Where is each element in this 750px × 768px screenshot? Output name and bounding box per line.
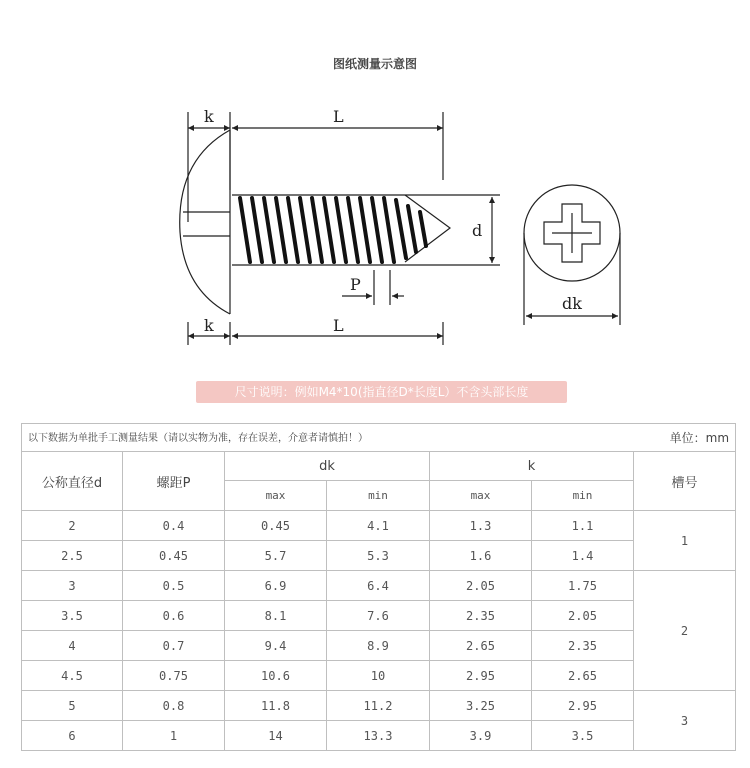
spec-table xyxy=(21,423,736,751)
label-P: P xyxy=(350,275,361,294)
table-row xyxy=(22,631,736,661)
table-row xyxy=(22,541,736,571)
cell-slot: 1 xyxy=(634,511,736,571)
cell-k-max: 2.05 xyxy=(430,571,532,601)
header-k-max: max xyxy=(430,481,532,511)
cell-k-max: 2.35 xyxy=(430,601,532,631)
cell-dk-max: 9.4 xyxy=(225,631,327,661)
header-pitch: 螺距P xyxy=(123,452,225,511)
label-dk: dk xyxy=(562,294,582,313)
cell-d: 3.5 xyxy=(22,601,123,631)
cell-k-min: 2.65 xyxy=(532,661,634,691)
size-note: 尺寸说明：例如M4*10(指直径D*长度L）不含头部长度 xyxy=(196,381,567,403)
table-row xyxy=(22,511,736,541)
cell-d: 2.5 xyxy=(22,541,123,571)
cell-d: 2 xyxy=(22,511,123,541)
cell-dk-max: 11.8 xyxy=(225,691,327,721)
cell-dk-min: 5.3 xyxy=(327,541,430,571)
cell-dk-max: 6.9 xyxy=(225,571,327,601)
cell-d: 3 xyxy=(22,571,123,601)
cell-k-max: 1.6 xyxy=(430,541,532,571)
header-dk-max: max xyxy=(225,481,327,511)
spec-table-wrap xyxy=(21,423,736,751)
caption-text: 以下数据为单批手工测量结果（请以实物为准，存在误差，介意者请慎拍！） xyxy=(28,433,368,444)
table-row xyxy=(22,601,736,631)
cell-p: 1 xyxy=(123,721,225,751)
cell-dk-min: 4.1 xyxy=(327,511,430,541)
cell-d: 6 xyxy=(22,721,123,751)
cell-dk-min: 13.3 xyxy=(327,721,430,751)
page-title: 图纸测量示意图 xyxy=(332,57,417,71)
table-row xyxy=(22,721,736,751)
cell-dk-min: 6.4 xyxy=(327,571,430,601)
cell-k-min: 2.05 xyxy=(532,601,634,631)
cell-dk-min: 11.2 xyxy=(327,691,430,721)
cell-k-min: 1.4 xyxy=(532,541,634,571)
cell-k-min: 1.1 xyxy=(532,511,634,541)
cell-k-max: 3.25 xyxy=(430,691,532,721)
cell-k-min: 1.75 xyxy=(532,571,634,601)
cell-p: 0.8 xyxy=(123,691,225,721)
cell-k-max: 1.3 xyxy=(430,511,532,541)
cell-dk-max: 10.6 xyxy=(225,661,327,691)
label-k-bottom: k xyxy=(204,316,214,335)
header-k-min: min xyxy=(532,481,634,511)
cell-p: 0.7 xyxy=(123,631,225,661)
header-dk: dk xyxy=(225,452,430,481)
cell-p: 0.4 xyxy=(123,511,225,541)
cell-slot: 3 xyxy=(634,691,736,751)
cell-dk-max: 8.1 xyxy=(225,601,327,631)
cell-k-max: 2.65 xyxy=(430,631,532,661)
cell-slot: 2 xyxy=(634,571,736,691)
cell-k-min: 3.5 xyxy=(532,721,634,751)
cell-dk-min: 8.9 xyxy=(327,631,430,661)
label-L-bottom: L xyxy=(333,316,344,335)
cell-dk-max: 5.7 xyxy=(225,541,327,571)
cell-k-max: 3.9 xyxy=(430,721,532,751)
label-d: d xyxy=(472,221,483,240)
unit-label: 单位：mm xyxy=(669,431,730,445)
header-slot: 槽号 xyxy=(634,452,736,511)
label-k-top: k xyxy=(204,107,214,126)
cell-dk-min: 7.6 xyxy=(327,601,430,631)
header-k: k xyxy=(430,452,634,481)
cell-p: 0.45 xyxy=(123,541,225,571)
cell-k-min: 2.35 xyxy=(532,631,634,661)
cell-dk-max: 0.45 xyxy=(225,511,327,541)
table-caption xyxy=(22,424,736,452)
cell-d: 5 xyxy=(22,691,123,721)
table-row xyxy=(22,691,736,721)
table-row xyxy=(22,661,736,691)
label-L-top: L xyxy=(333,107,344,126)
cell-d: 4 xyxy=(22,631,123,661)
cell-p: 0.75 xyxy=(123,661,225,691)
cell-d: 4.5 xyxy=(22,661,123,691)
cell-p: 0.5 xyxy=(123,571,225,601)
cell-p: 0.6 xyxy=(123,601,225,631)
header-nominal: 公称直径d xyxy=(22,452,123,511)
screw-diagram xyxy=(0,0,750,370)
cell-k-max: 2.95 xyxy=(430,661,532,691)
cell-k-min: 2.95 xyxy=(532,691,634,721)
cell-dk-min: 10 xyxy=(327,661,430,691)
table-row xyxy=(22,571,736,601)
header-dk-min: min xyxy=(327,481,430,511)
cell-dk-max: 14 xyxy=(225,721,327,751)
